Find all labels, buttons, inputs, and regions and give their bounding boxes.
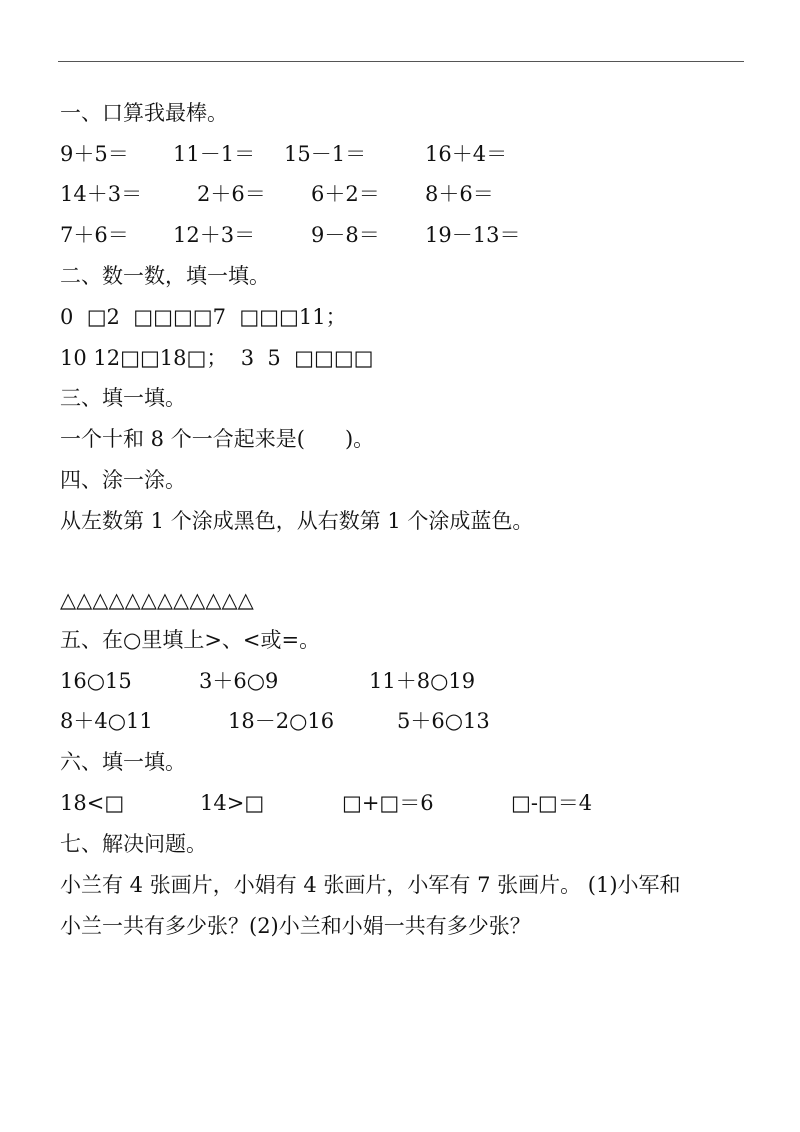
comparison-problem: 8＋4○11 <box>60 709 153 733</box>
section-2-heading: 二、数一数，填一填。 <box>60 264 270 288</box>
arithmetic-problem: 15－1＝ <box>284 142 367 166</box>
comparison-problem: 3＋6○9 <box>199 669 279 693</box>
word-problem-line-2: 小兰一共有多少张？(2)小兰和小娟一共有多少张？ <box>60 914 531 938</box>
fill-in-item: □-□＝4 <box>511 791 593 815</box>
section-5-heading: 五、在○里填上>、<或=。 <box>60 628 321 652</box>
arithmetic-problem: 9＋5＝ <box>60 142 129 166</box>
coloring-instruction: 从左数第 1 个涂成黑色，从右数第 1 个涂成蓝色。 <box>60 509 534 533</box>
section-6-heading: 六、填一填。 <box>60 750 186 774</box>
fill-in-item: 18<□ <box>60 791 125 815</box>
arithmetic-problem: 7＋6＝ <box>60 223 129 247</box>
arithmetic-problem: 2＋6＝ <box>197 182 266 206</box>
arithmetic-problem: 11－1＝ <box>173 142 256 166</box>
section-4-heading: 四、涂一涂。 <box>60 468 186 492</box>
place-value-question: 一个十和 8 个一合起来是( )。 <box>60 427 375 451</box>
arithmetic-problem: 6＋2＝ <box>311 182 380 206</box>
number-sequence-2: 10 12□□18□； 3 5 □□□□ <box>60 346 374 370</box>
fill-in-item: 14>□ <box>200 791 265 815</box>
fill-in-item: □+□＝6 <box>342 791 434 815</box>
arithmetic-problem: 14＋3＝ <box>60 182 143 206</box>
arithmetic-problem: 16＋4＝ <box>425 142 508 166</box>
number-sequence-1: 0 □2 □□□□7 □□□11； <box>60 305 347 329</box>
comparison-problem: 11＋8○19 <box>369 669 476 693</box>
arithmetic-problem: 19－13＝ <box>425 223 521 247</box>
triangle-row: △△△△△△△△△△△△ <box>60 588 254 612</box>
arithmetic-problem: 12＋3＝ <box>173 223 256 247</box>
arithmetic-problem: 8＋6＝ <box>425 182 494 206</box>
word-problem-line-1: 小兰有 4 张画片，小娟有 4 张画片，小军有 7 张画片。 (1)小军和 <box>60 873 681 897</box>
comparison-problem: 18－2○16 <box>228 709 335 733</box>
comparison-problem: 16○15 <box>60 669 132 693</box>
arithmetic-problem: 9－8＝ <box>311 223 380 247</box>
comparison-problem: 5＋6○13 <box>397 709 490 733</box>
section-7-heading: 七、解决问题。 <box>60 832 207 856</box>
section-3-heading: 三、填一填。 <box>60 386 186 410</box>
header-rule <box>58 61 744 62</box>
section-1-heading: 一、口算我最棒。 <box>60 101 228 125</box>
